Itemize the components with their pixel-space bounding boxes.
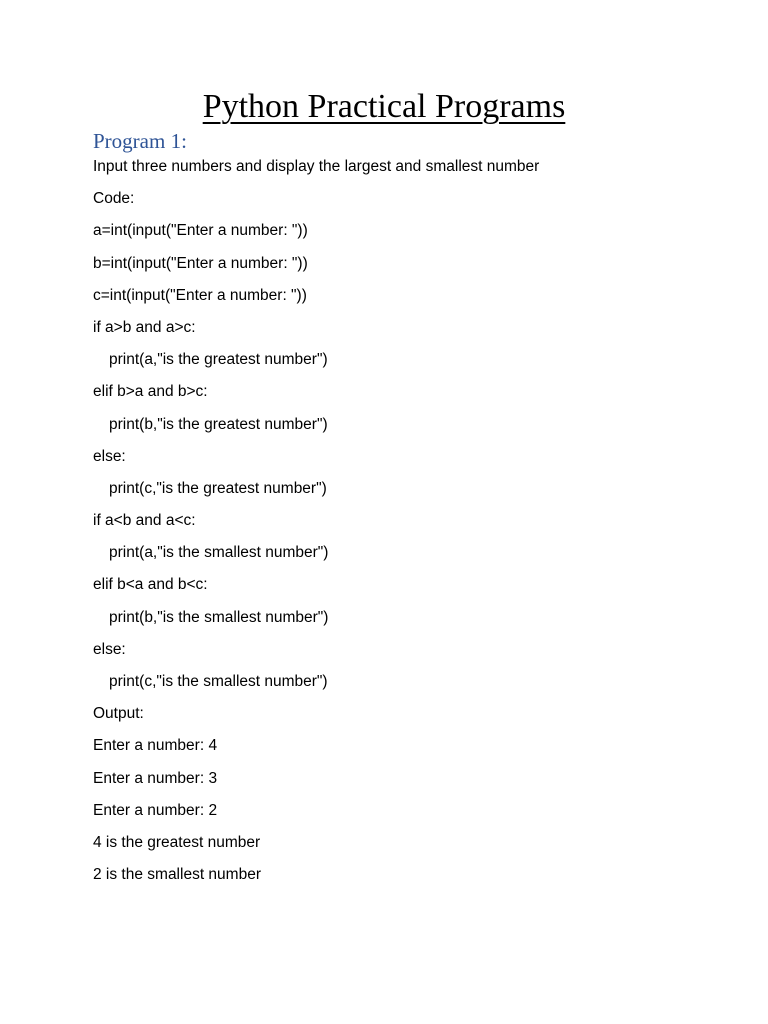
- code-line: print(b,"is the smallest number"): [109, 608, 329, 626]
- code-line: print(b,"is the greatest number"): [109, 415, 328, 433]
- program-body: [93, 156, 733, 896]
- program-description: Input three numbers and display the largest and smallest number: [93, 158, 540, 175]
- code-line: print(c,"is the smallest number"): [109, 673, 328, 690]
- document-title: Python Practical Programs: [202, 88, 566, 125]
- output-line: Enter a number: 4: [93, 737, 218, 755]
- output-line: Enter a number: 3: [93, 769, 218, 787]
- code-line: else:: [93, 447, 126, 465]
- output-line: 4 is the greatest number: [93, 833, 261, 851]
- output-label: Output:: [93, 705, 144, 723]
- code-line: if a>b and a>c:: [93, 318, 196, 336]
- code-line: else:: [93, 640, 126, 658]
- output-line: 2 is the smallest number: [93, 866, 261, 884]
- code-line: print(a,"is the smallest number"): [109, 544, 329, 562]
- code-line: if a<b and a<c:: [93, 512, 196, 530]
- code-line: b=int(input("Enter a number: ")): [93, 254, 308, 272]
- program-heading: Program 1:: [93, 129, 187, 153]
- code-line: c=int(input("Enter a number: ")): [93, 286, 307, 304]
- code-line: elif b<a and b<c:: [93, 576, 208, 594]
- code-line: a=int(input("Enter a number: ")): [93, 222, 308, 240]
- code-line: elif b>a and b>c:: [93, 383, 208, 401]
- output-line: Enter a number: 2: [93, 801, 218, 819]
- code-line: print(c,"is the greatest number"): [109, 479, 327, 497]
- code-line: print(a,"is the greatest number"): [109, 351, 328, 369]
- code-label: Code:: [93, 190, 135, 208]
